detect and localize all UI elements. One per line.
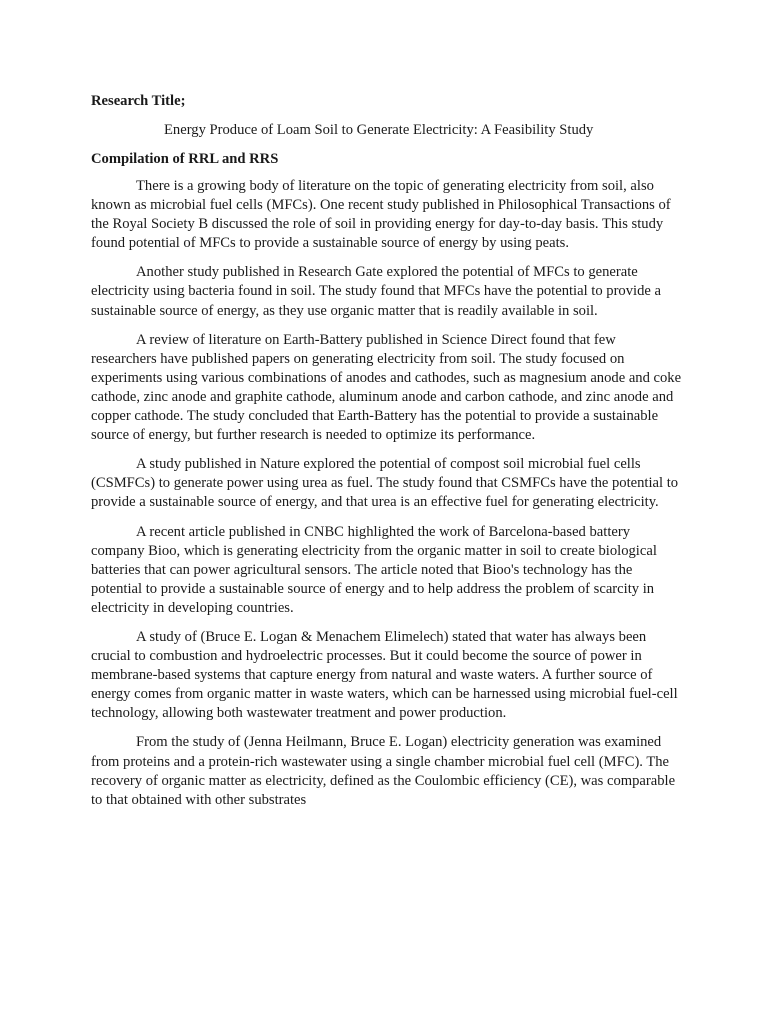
research-title-label: Research Title; <box>91 93 186 109</box>
section-heading: Compilation of RRL and RRS <box>91 151 279 167</box>
paragraph: A review of literature on Earth-Battery published in Science Direct found that few researchers have published papers on generating electricity from soil. The study focused on experiments using various combinations of anodes and cathodes, such as magnesium anode and coke cathode, zinc anode and graphite cathode, aluminum anode and carbon cathode, and zinc anode and copper cathode. The study concluded that Earth-Battery has the potential to provide a sustainable source of energy, but further research is needed to optimize its performance. <box>91 331 682 444</box>
paragraph: Another study published in Research Gate explored the potential of MFCs to generate electricity using bacteria found in soil. The study found that MFCs have the potential to provide a sustainable source of energy, as they use organic matter that is readily available in soil. <box>91 264 661 319</box>
research-title: Energy Produce of Loam Soil to Generate Electricity: A Feasibility Study <box>164 122 594 138</box>
paragraph: There is a growing body of literature on the topic of generating electricity from soil, also known as microbial fuel cells (MFCs). One recent study published in Philosophical Transactions of the Royal Society B discussed the role of soil in providing energy for day-to-day basis. This study found potential of MFCs to provide a sustainable source of energy by using peats. <box>91 178 671 252</box>
paragraph: A recent article published in CNBC highlighted the work of Barcelona-based battery company Bioo, which is generating electricity from the organic matter in soil to create biological batteries that can power agricultural sensors. The article noted that Bioo's technology has the potential to provide a sustainable source of energy and to help address the problem of scarcity in electricity in developing countries. <box>91 523 657 616</box>
paragraph: A study published in Nature explored the potential of compost soil microbial fuel cells (CSMFCs) to generate power using urea as fuel. The study found that CSMFCs have the potential to provide a sustainable source of energy, and that urea is an effective fuel for generating electricity. <box>91 456 679 511</box>
paragraph: From the study of (Jenna Heilmann, Bruce E. Logan) electricity generation was examined from proteins and a protein-rich wastewater using a single chamber microbial fuel cell (MFC). The recovery of organic matter as electricity, defined as the Coulombic efficiency (CE), was comparable to that obtained with other substrates <box>91 734 676 808</box>
paragraph: A study of (Bruce E. Logan & Menachem Elimelech) stated that water has always been crucial to combustion and hydroelectric processes. But it could become the source of power in membrane-based systems that capture energy from natural and waste waters. A further source of energy comes from organic matter in waste waters, which can be harnessed using microbial fuel-cell technology, allowing both wastewater treatment and power production. <box>91 628 678 722</box>
document-page <box>91 92 682 820</box>
